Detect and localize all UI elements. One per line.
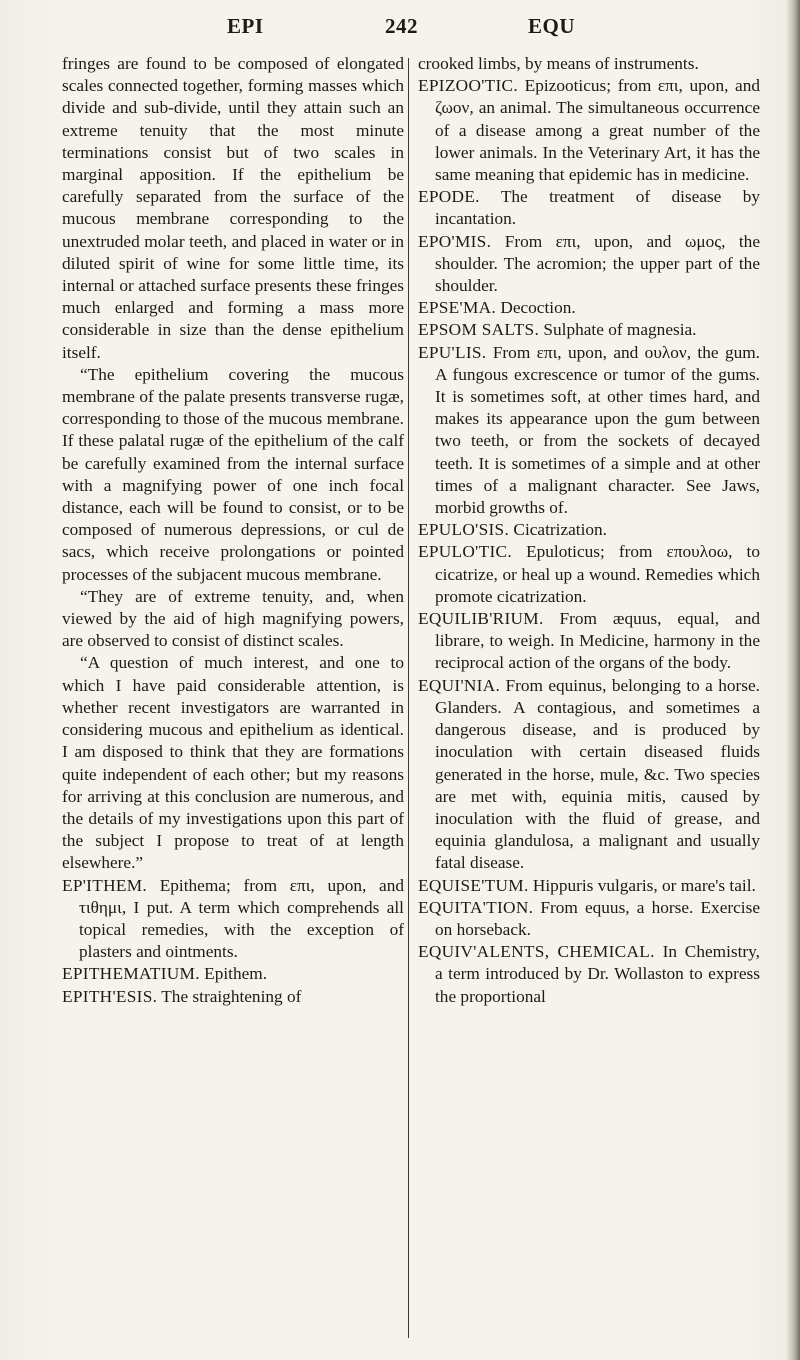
entry-text: In Chemistry, a term introduced by Dr. Wollaston to express the proportional <box>435 942 760 1006</box>
entry-text: Decoction. <box>496 298 576 318</box>
dictionary-entry <box>418 941 760 1008</box>
entry-text: The straightening of <box>157 986 302 1006</box>
dictionary-entry <box>418 297 760 319</box>
dictionary-entry <box>418 75 760 186</box>
entry-term: EPU'LIS. <box>418 342 487 362</box>
dictionary-entry <box>418 342 760 520</box>
entry-text: “A question of much interest, and one to which I have paid considerable attention, is whether recent investigators are warranted in considering mucous and epithelium as identical. I am disposed to think that they are formations quite independent of each other; but my reasons for arriving at this conclusion are numerous, and the details of my investigations upon this part of the subject I propose to treat of at length elsewhere.” <box>62 653 404 873</box>
dictionary-entry <box>62 875 404 964</box>
entry-term: EQUITA'TION. <box>418 897 534 917</box>
text-paragraph <box>62 364 404 586</box>
entry-text: “They are of extreme tenuity, and, when viewed by the aid of high magnifying powers, are observed to consist of distinct scales. <box>62 586 404 651</box>
entry-text: From equus, a horse. Exercise on horseback. <box>435 897 760 939</box>
entry-term: EPODE. <box>418 187 480 207</box>
entry-term: EPSE'MA. <box>418 298 497 318</box>
right-column <box>418 53 760 1008</box>
text-paragraph <box>62 586 404 653</box>
page-edge-shadow <box>786 0 800 1360</box>
dictionary-entry <box>418 231 760 298</box>
entry-text: Epithem. <box>199 964 268 984</box>
entry-term: EPO'MIS. <box>418 231 492 251</box>
page-number: 242 <box>385 14 418 38</box>
dictionary-entry <box>62 986 404 1008</box>
dictionary-entry <box>418 541 760 608</box>
left-column <box>62 53 404 1008</box>
entry-text: From επι, upon, and ουλον, the gum. A fungous excrescence or tumor of the gums. It is sometimes soft, at other times hard, and makes its appearance upon the gum between two teeth, or from the sockets of decayed teeth. It is sometimes of a simple and at other times of a malignant character. See Jaws, morbid growths of. <box>435 342 760 518</box>
entry-term: EPULO'SIS. <box>418 520 510 540</box>
dictionary-entry <box>62 963 404 985</box>
dictionary-entry <box>418 319 760 341</box>
entry-term: EPITH'ESIS. <box>62 986 158 1006</box>
entry-text: From επι, upon, and ωμος, the shoulder. The acromion; the upper part of the shoulder. <box>435 231 760 296</box>
dictionary-entry <box>418 675 760 875</box>
dictionary-entry <box>418 519 760 541</box>
entry-term: EQUISE'TUM. <box>418 875 529 895</box>
entry-text: From æquus, equal, and librare, to weigh. In Medicine, harmony in the reciprocal action of the organs of the body. <box>435 609 760 673</box>
entry-term: EPITHEMATIUM. <box>62 964 200 984</box>
dictionary-entry <box>418 875 760 897</box>
running-head-left: EPI <box>227 14 264 38</box>
text-paragraph <box>62 652 404 874</box>
entry-text: fringes are found to be composed of elongated scales connected together, forming masses which divide and sub-divide, until they attain such an extreme tenuity that the most minute terminations consist but of two scales in marginal apposition. If the epithelium be carefully separated from the surface of the mucous membrane corresponding to the unextruded molar teeth, and placed in water or in diluted spirit of wine for some little time, its internal or attached surface presents these fringes much enlarged and forming a mass more considerable in size than the dense epithelium itself. <box>62 54 404 362</box>
text-paragraph <box>418 53 760 75</box>
running-head-right: EQU <box>528 14 576 38</box>
dictionary-entry <box>418 186 760 230</box>
entry-term: EQUIV'ALENTS, CHEMICAL. <box>418 942 655 962</box>
entry-term: EQUI'NIA. <box>418 675 501 695</box>
entry-term: EPULO'TIC. <box>418 542 512 562</box>
entry-term: EQUILIB'RIUM. <box>418 609 544 629</box>
entry-term: EPIZOO'TIC. <box>418 76 519 96</box>
entry-text: The treatment of disease by incantation. <box>435 187 760 229</box>
entry-text: crooked limbs, by means of instruments. <box>418 54 699 73</box>
entry-text: Cicatrization. <box>509 520 607 540</box>
dictionary-entry <box>418 897 760 941</box>
entry-text: Sulphate of magnesia. <box>539 320 697 340</box>
entry-term: EPSOM SALTS. <box>418 320 540 340</box>
dictionary-entry <box>418 608 760 675</box>
entry-text: Epithema; from επι, upon, and τιθημι, I put. A term which comprehends all topical remedies, with the exception of plasters and ointments. <box>79 875 404 962</box>
entry-text: Epuloticus; from επουλοω, to cicatrize, or heal up a wound. Remedies which promote cicatrization. <box>435 542 760 606</box>
column-divider <box>408 58 409 1338</box>
entry-text: Hippuris vulgaris, or mare's tail. <box>528 875 756 895</box>
entry-term: EP'ITHEM. <box>62 875 148 895</box>
text-paragraph <box>62 53 404 364</box>
entry-text: “The epithelium covering the mucous membrane of the palate presents transverse rugæ, corresponding to those of the mucous membrane. If these palatal rugæ of the epithelium of the calf be carefully examined from the internal surface with a magnifying power of one inch focal distance, each will be found to consist, or to be composed of numerous depressions, or cul de sacs, which receive prolongations or pointed processes of the subjacent mucous membrane. <box>62 364 404 584</box>
entry-text: From equinus, belonging to a horse. Glanders. A contagious, and sometimes a dangerous disease, and is produced by inoculation with certain diseased fluids generated in the horse, mule, &c. Two species are met with, equinia mitis, caused by inoculation with the fluid of grease, and equinia glandulosa, a malignant and usually fatal disease. <box>435 675 760 873</box>
running-head <box>0 14 800 44</box>
entry-text: Epizooticus; from επι, upon, and ζωον, an animal. The simultaneous occurrence of a disease among a great number of the lower animals. In the Veterinary Art, it has the same meaning that epidemic has in medicine. <box>435 76 760 185</box>
